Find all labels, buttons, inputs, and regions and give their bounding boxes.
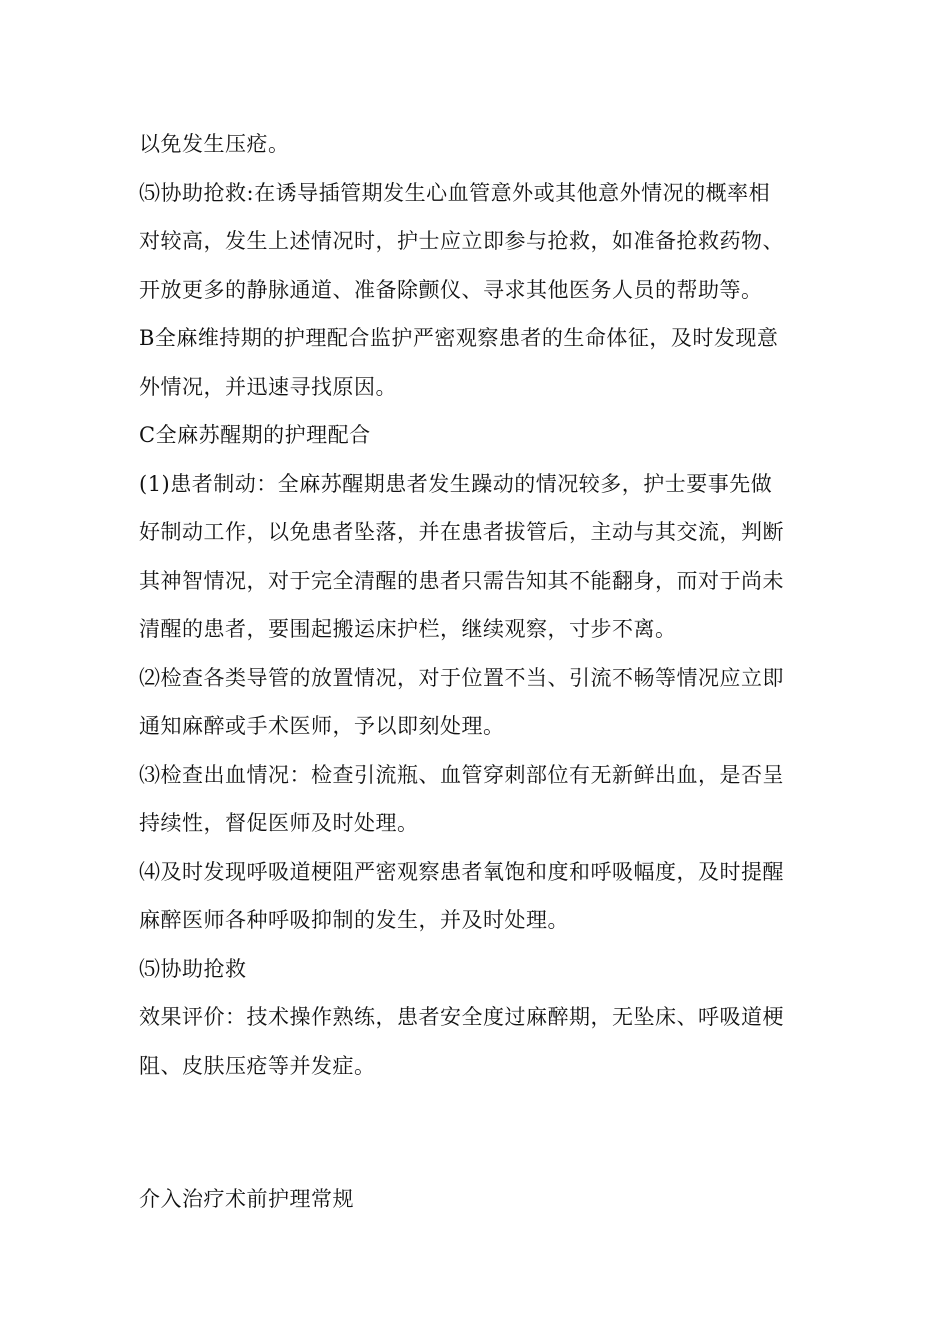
paragraph-check-catheters	[139, 654, 829, 751]
paragraph-assist-rescue-induction	[139, 169, 829, 315]
text-line: ⑵检查各类导管的放置情况，对于位置不当、引流不畅等情况应立即	[139, 665, 784, 690]
text-line: ⑸协助抢救	[139, 956, 247, 981]
paragraph-maintenance-phase	[139, 314, 829, 411]
paragraph-airway-obstruction	[139, 848, 829, 945]
text-line: 以免发生压疮。	[139, 132, 290, 156]
text-line: 通知麻醉或手术医师，予以即刻处理。	[139, 714, 505, 738]
paragraph-check-bleeding	[139, 751, 829, 848]
text-line: 麻醉医师各种呼吸抑制的发生，并及时处理。	[139, 908, 569, 932]
text-line: ⑷及时发现呼吸道梗阻严密观察患者氧饱和度和呼吸幅度，及时提醒	[139, 859, 784, 884]
paragraph-pressure-sore	[139, 120, 829, 169]
text-line: 好制动工作，以免患者坠落，并在患者拔管后，主动与其交流，判断	[139, 520, 784, 544]
text-line: 效果评价：技术操作熟练，患者安全度过麻醉期，无坠床、呼吸道梗	[139, 1005, 784, 1029]
paragraph-assist-rescue	[139, 945, 829, 994]
text-line: C全麻苏醒期的护理配合	[139, 423, 371, 447]
section-heading-text: 介入治疗术前护理常规	[139, 1187, 354, 1211]
text-line: 阻、皮肤压疮等并发症。	[139, 1053, 376, 1078]
text-line: 持续性，督促医师及时处理。	[139, 811, 419, 835]
paragraph-patient-restraint	[139, 460, 829, 654]
text-line: 其神智情况，对于完全清醒的患者只需告知其不能翻身，而对于尚未	[139, 568, 784, 593]
paragraph-recovery-phase-heading	[139, 411, 829, 460]
section-spacer	[139, 1090, 829, 1175]
text-line: B全麻维持期的护理配合监护严密观察患者的生命体征，及时发现意	[139, 326, 779, 350]
text-line: 对较高，发生上述情况时，护士应立即参与抢救，如准备抢救药物、	[139, 229, 784, 253]
paragraph-effect-evaluation	[139, 993, 829, 1090]
text-line: ⑶检查出血情况：检查引流瓶、血管穿刺部位有无新鲜出血，是否呈	[139, 762, 784, 787]
text-line: (1)患者制动：全麻苏醒期患者发生躁动的情况较多，护士要事先做	[139, 471, 773, 496]
text-line: 开放更多的静脉通道、准备除颤仪、寻求其他医务人员的帮助等。	[139, 277, 763, 302]
text-line: 清醒的患者，要围起搬运床护栏，继续观察，寸步不离。	[139, 617, 677, 641]
text-line: 外情况，并迅速寻找原因。	[139, 374, 397, 399]
text-line: ⑸协助抢救:在诱导插管期发生心血管意外或其他意外情况的概率相	[139, 180, 771, 205]
document-body	[139, 120, 829, 1224]
section-heading	[139, 1175, 829, 1224]
